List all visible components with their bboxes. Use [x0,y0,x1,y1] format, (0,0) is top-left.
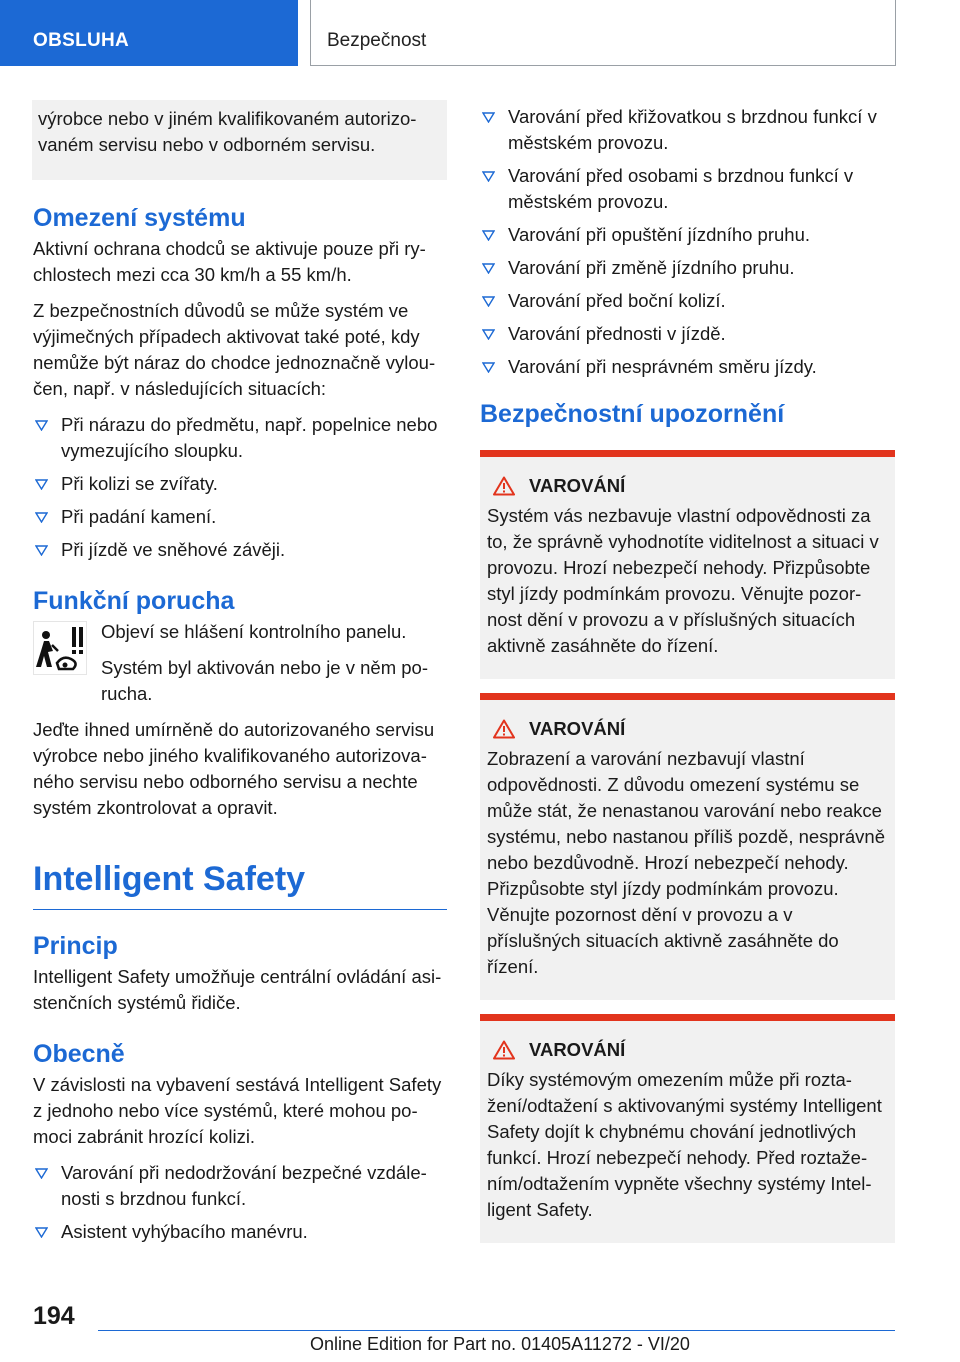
principle-text: Intelligent Safety umožňuje centrální ovládání asistenčních systémů řidiče. [33,966,442,1013]
triangle-bullet-icon [482,112,495,123]
list-item: Varování při opuštění jízdního pruhu. [480,222,895,248]
triangle-bullet-icon [35,512,48,523]
warning-title: VAROVÁNÍ [493,718,887,740]
left-column [33,100,447,1255]
general-text: V závislosti na vybavení sestává Intelligent Safety z jednoho nebo více systémů, které mohou pomoci zabránit hrozící kolizi. [33,1074,442,1147]
warning-text: Zobrazení a varování nezbavují vlastní odpovědnosti. Z důvodu omezení systému se může stát, že nenastanou varování nebo reakce systému, nebo nastanou příliš pozdě, nesprávně nebo bezdůvodně. Hrozí nebezpečí nehody. Přizpůsobte styl jízdy podmínkám provozu. Věnujte pozornost dění v provozu a v příslušných situacích aktivně zasáhněte do řízení. [487,748,885,977]
triangle-bullet-icon [35,420,48,431]
triangle-bullet-icon [482,296,495,307]
list-item: Při kolizi se zvířaty. [33,471,447,497]
triangle-bullet-icon [35,1168,48,1179]
list-item: Varování přednosti v jízdě. [480,321,895,347]
warning-triangle-icon [493,719,515,739]
triangle-bullet-icon [35,479,48,490]
triangle-bullet-icon [482,263,495,274]
safety-title: Intelligent Safety [33,859,447,910]
warning-box [480,693,895,1000]
triangle-bullet-icon [482,171,495,182]
safety-list [33,1160,447,1245]
continued-note [32,100,447,180]
list-item: Při padání kamení. [33,504,447,530]
triangle-bullet-icon [482,362,495,373]
pedestrian-warning-icon [33,621,87,675]
principle-heading: Princip [33,932,118,960]
triangle-bullet-icon [482,329,495,340]
triangle-bullet-icon [35,545,48,556]
list-item: Varování při nedodržování bezpečné vzdálenosti s brzdnou funkcí. [33,1160,447,1212]
warning-triangle-icon [493,476,515,496]
fault-p3: Jeďte ihned umírněně do autorizovaného servisu výrobce nebo jiného kvalifikovaného autorizovaného servisu nebo odborného servisu a nechte systém zkontrolovat a opravit. [33,719,435,818]
systems-list [480,104,895,380]
page-number: 194 [33,1302,75,1330]
fault-p2: Systém byl aktivován nebo je v něm porucha. [101,657,429,704]
fault-heading: Funkční porucha [33,587,235,615]
chapter-label: Bezpečnost [327,30,427,51]
warning-title: VAROVÁNÍ [493,1039,887,1061]
section-label: OBSLUHA [33,30,130,51]
limits-heading: Omezení systému [33,204,246,232]
list-item: Asistent vyhýbacího manévru. [33,1219,447,1245]
list-item: Varování před boční kolizí. [480,288,895,314]
limits-p2: Z bezpečnostních důvodů se může systém ve výjimečných případech aktivovat také poté, kdy nemůže být náraz do chodce jednoznačně vyloučen, např. v následujících situacích: [33,300,436,399]
warning-box [480,1014,895,1243]
fault-p1: Objeví se hlášení kontrolního panelu. [101,621,407,642]
list-item: Varování před křižovatkou s brzdnou funkcí v městském provozu. [480,104,895,156]
list-item: Varování před osobami s brzdnou funkcí v městském provozu. [480,163,895,215]
chapter-tab [310,0,896,66]
notes-heading: Bezpečnostní upozornění [480,400,785,428]
warning-text: Systém vás nezbavuje vlastní odpovědnosti za to, že správně vyhodnotíte viditelnost a situaci v provozu. Hrozí nebezpečí nehody. Přizpůsobte styl jízdy podmínkám provozu. Věnujte pozornost dění v provozu a v příslušných situacích aktivně zasáhněte do řízení. [487,505,879,656]
intro-text: výrobce nebo v jiném kvalifikovaném autorizovaném servisu nebo v odborném servisu. [38,108,417,155]
warning-title: VAROVÁNÍ [493,475,887,497]
footer-edition: Online Edition for Part no. 01405A11272 - VI/20 [310,1334,690,1354]
fault-block [33,619,447,707]
limits-p1: Aktivní ochrana chodců se aktivuje pouze při rychlostech mezi cca 30 km/h a 55 km/h. [33,238,426,285]
warning-text: Díky systémovým omezením může při roztažení/odtažení s aktivovanými systémy Intelligent Safety dojít k chybnému chování jednotlivých funkcí. Hrozí nebezpečí nehody. Před roztažením/odtažením vypněte všechny systémy Intelligent Safety. [487,1069,882,1220]
list-item: Při jízdě ve sněhové závěji. [33,537,447,563]
list-item: Varování při změně jízdního pruhu. [480,255,895,281]
right-column [480,104,895,1257]
page-header [0,0,960,66]
warning-box [480,450,895,679]
list-item: Při nárazu do předmětu, např. popelnice nebo vymezujícího sloupku. [33,412,447,464]
footer-rule [98,1330,895,1331]
triangle-bullet-icon [35,1227,48,1238]
warning-triangle-icon [493,1040,515,1060]
general-heading: Obecně [33,1040,125,1068]
section-tab [0,0,298,66]
list-item: Varování při nesprávném směru jízdy. [480,354,895,380]
triangle-bullet-icon [482,230,495,241]
limits-list [33,412,447,563]
